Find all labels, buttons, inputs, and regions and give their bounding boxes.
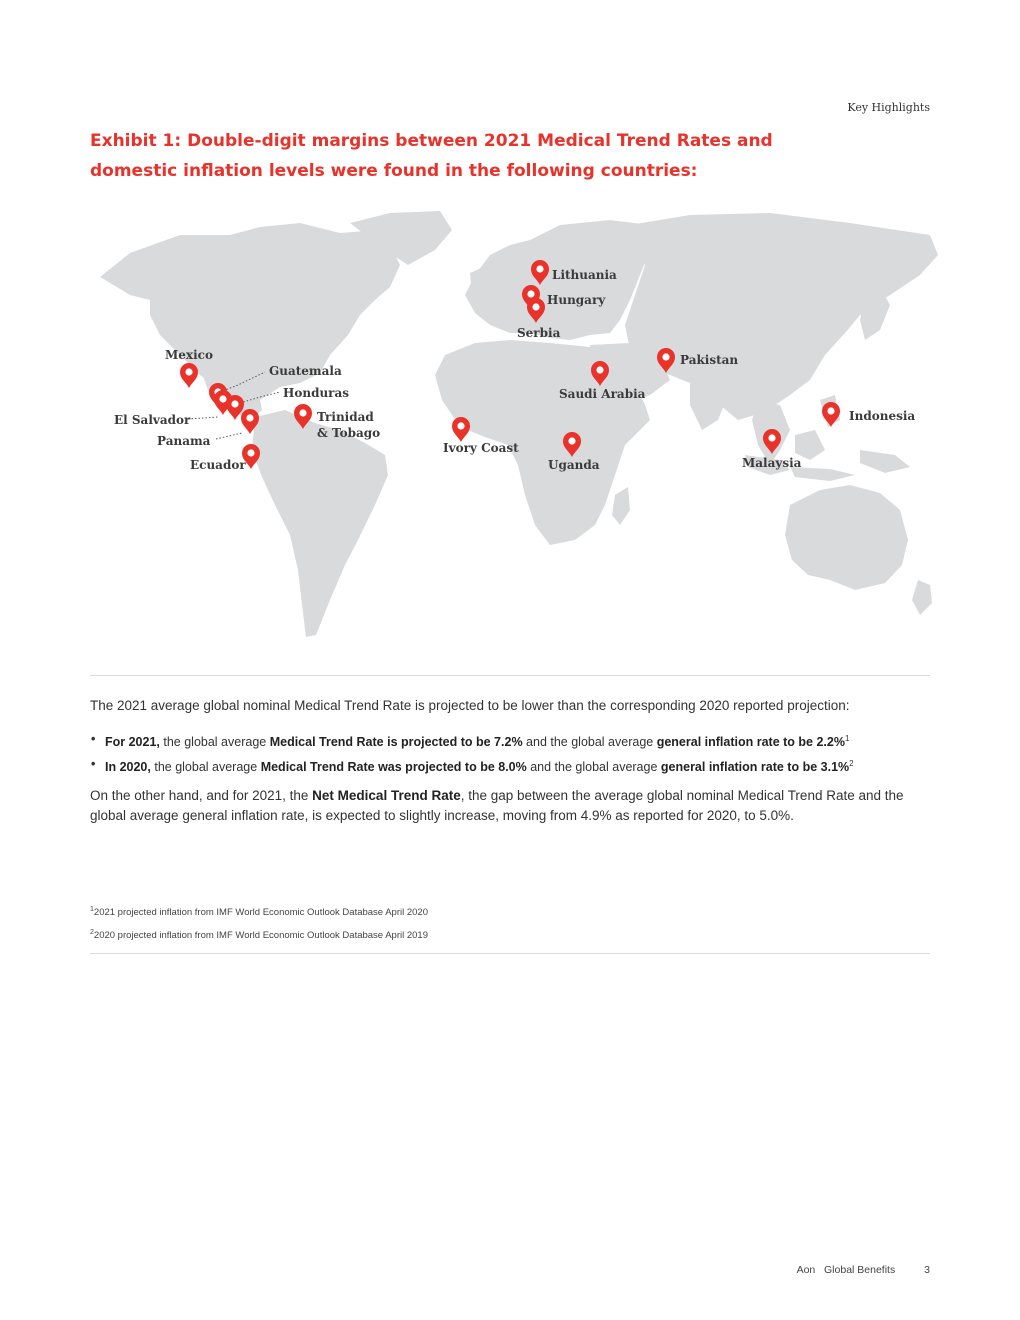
bullet-2021-footnote-ref: 1: [844, 734, 850, 743]
label-ivory-coast: Ivory Coast: [443, 441, 519, 455]
intro-paragraph: The 2021 average global nominal Medical Trend Rate is projected to be lower than the corresponding 2020 reported projection:: [90, 698, 850, 713]
rate-bullet-list: [90, 728, 940, 778]
bullet-2021-inflation-rate: general inflation rate to be 2.2%: [656, 735, 845, 750]
label-mexico: Mexico: [165, 348, 213, 362]
page-number: 3: [924, 1264, 930, 1276]
net-trend-text-1: On the other hand, and for 2021, the: [90, 788, 313, 803]
footnote-1-ref: 1: [90, 906, 94, 913]
marker-mexico[interactable]: [180, 363, 198, 388]
exhibit-title-line-2: domestic inflation levels were found in the following countries:: [90, 161, 698, 181]
north-america: [100, 223, 400, 400]
asia: [625, 213, 938, 420]
page-footer: [797, 1264, 930, 1276]
footnote-2-ref: 2: [90, 929, 94, 937]
australia: [785, 485, 908, 590]
label-guatemala: Guatemala: [269, 364, 342, 378]
footnote-2: [90, 923, 690, 946]
divider-bottom: [90, 953, 930, 954]
bullet-2021: [90, 728, 940, 753]
net-trend-text-2: , the gap between the average global nominal Medical Trend Rate and the global average general inflation rate, is expected to slightly increase, moving from 4.9% as reported for 2020, to 5.0%.: [90, 788, 904, 823]
footnote-2-text: 2020 projected inflation from IMF World Economic Outlook Database April 2019: [93, 930, 428, 942]
bullet-2020-footnote-ref: 2: [849, 759, 854, 769]
label-serbia: Serbia: [517, 326, 561, 340]
bullet-2021-trend-rate: Medical Trend Rate is projected to be 7.2%: [269, 735, 523, 750]
label-trinidad-line1: Trinidad: [317, 410, 374, 424]
label-uganda: Uganda: [548, 458, 600, 472]
bullet-2020-text-1: the global average: [150, 760, 261, 775]
marker-indonesia[interactable]: [822, 402, 840, 427]
bullet-2020-text-2: and the global average: [526, 760, 661, 775]
bullet-2021-text-1: the global average: [159, 735, 270, 750]
bullet-2021-text-2: and the global average: [522, 735, 657, 750]
label-el-salvador: El Salvador: [114, 413, 191, 427]
exhibit-title: [90, 126, 790, 186]
footer-name: Global Benefits: [824, 1264, 896, 1276]
bullet-2021-lead: For 2021,: [105, 735, 160, 750]
footnotes: [90, 900, 690, 946]
label-pakistan: Pakistan: [680, 353, 739, 367]
label-lithuania: Lithuania: [552, 268, 617, 282]
footnote-1: [90, 900, 690, 923]
land-masses: [100, 211, 938, 637]
bullet-2020-trend-rate: Medical Trend Rate was projected to be 8.0%: [260, 760, 527, 775]
net-trend-paragraph: [90, 786, 935, 826]
madagascar: [612, 487, 630, 525]
label-trinidad-line2: & Tobago: [317, 426, 381, 440]
net-trend-term: Net Medical Trend Rate: [312, 788, 461, 803]
marker-ivory-coast[interactable]: [452, 417, 470, 442]
bullet-2020-lead: In 2020,: [105, 760, 151, 775]
bullet-dot: •: [91, 757, 96, 772]
bullet-2020: [90, 753, 940, 778]
footnote-1-text: 2021 projected inflation from IMF World Economic Outlook Database April 2020: [93, 907, 428, 919]
panama-leader: [216, 433, 242, 439]
exhibit-title-line-1: Exhibit 1: Double-digit margins between 2021 Medical Trend Rates and: [90, 131, 773, 151]
new-zealand: [912, 580, 932, 615]
divider-top: [90, 675, 930, 676]
world-map-svg: [90, 205, 940, 655]
footer-brand: Aon: [796, 1264, 816, 1276]
world-map: [90, 205, 940, 655]
label-panama: Panama: [157, 434, 211, 448]
section-label: Key Highlights: [847, 101, 930, 114]
el-salvador-leader: [188, 417, 218, 419]
label-ecuador: Ecuador: [190, 458, 246, 472]
label-hungary: Hungary: [547, 293, 606, 307]
bullet-dot: •: [91, 732, 96, 746]
label-honduras: Honduras: [283, 386, 350, 400]
label-saudi-arabia: Saudi Arabia: [559, 387, 646, 401]
bullet-2020-inflation-rate: general inflation rate to be 3.1%: [660, 760, 850, 775]
south-america: [252, 410, 388, 637]
label-malaysia: Malaysia: [742, 456, 802, 470]
label-indonesia: Indonesia: [849, 409, 916, 423]
